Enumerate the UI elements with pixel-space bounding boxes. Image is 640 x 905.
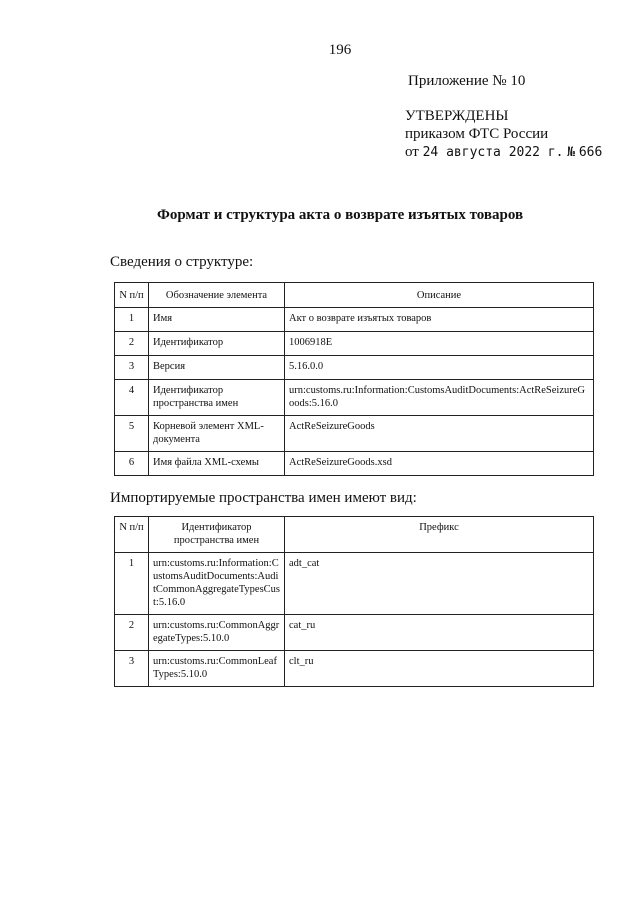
table-row <box>115 553 594 615</box>
table-row <box>115 615 594 651</box>
table-header-row <box>115 517 594 553</box>
approval-block <box>405 107 602 162</box>
table-row <box>115 356 594 380</box>
appendix-label: Приложение № 10 <box>408 73 526 89</box>
order-line: приказом ФТС России <box>405 126 549 142</box>
row-number: 6 <box>115 452 149 476</box>
row-number: 2 <box>115 332 149 356</box>
element-name: Идентификатор пространства имен <box>149 380 285 416</box>
element-name: Имя <box>149 308 285 332</box>
element-description: Акт о возврате изъятых товаров <box>285 308 594 332</box>
row-number: 3 <box>115 651 149 687</box>
namespace-prefix: adt_cat <box>285 553 594 615</box>
namespace-id: urn:customs.ru:CommonLeafTypes:5.10.0 <box>149 651 285 687</box>
row-number: 2 <box>115 615 149 651</box>
order-date: 24 августа 2022 г. <box>422 145 564 160</box>
element-description: ActReSeizureGoods.xsd <box>285 452 594 476</box>
column-header: Идентификатор пространства имен <box>149 517 285 553</box>
column-header: N п/п <box>115 283 149 308</box>
row-number: 1 <box>115 308 149 332</box>
namespace-prefix: cat_ru <box>285 615 594 651</box>
table-row <box>115 651 594 687</box>
element-name: Корневой элемент XML-документа <box>149 416 285 452</box>
approved-line: УТВЕРЖДЕНЫ <box>405 108 509 124</box>
page-number: 196 <box>328 42 352 58</box>
date-prefix: от <box>405 144 419 160</box>
row-number: 1 <box>115 553 149 615</box>
namespaces-table <box>114 516 594 687</box>
element-description: urn:customs.ru:Information:CustomsAuditDocuments:ActReSeizureGoods:5.16.0 <box>285 380 594 416</box>
table-row <box>115 380 594 416</box>
order-number: 666 <box>578 145 603 160</box>
document-title: Формат и структура акта о возврате изъятых товаров <box>156 207 524 223</box>
row-number: 3 <box>115 356 149 380</box>
table-row <box>115 416 594 452</box>
element-name: Идентификатор <box>149 332 285 356</box>
column-header: Обозначение элемента <box>149 283 285 308</box>
date-line <box>405 143 602 162</box>
structure-heading: Сведения о структуре: <box>110 254 254 270</box>
namespace-id: urn:customs.ru:CommonAggregateTypes:5.10.0 <box>149 615 285 651</box>
element-description: 1006918E <box>285 332 594 356</box>
table-row <box>115 332 594 356</box>
namespaces-heading: Импортируемые пространства имен имеют вид: <box>110 490 417 506</box>
element-name: Имя файла XML-схемы <box>149 452 285 476</box>
row-number: 5 <box>115 416 149 452</box>
structure-table <box>114 282 594 476</box>
element-description: 5.16.0.0 <box>285 356 594 380</box>
element-description: ActReSeizureGoods <box>285 416 594 452</box>
order-number-prefix: № <box>567 145 576 160</box>
table-row <box>115 452 594 476</box>
column-header: N п/п <box>115 517 149 553</box>
table-row <box>115 308 594 332</box>
namespace-id: urn:customs.ru:Information:CustomsAuditDocuments:AuditCommonAggregateTypesCust:5.16.0 <box>149 553 285 615</box>
row-number: 4 <box>115 380 149 416</box>
namespace-prefix: clt_ru <box>285 651 594 687</box>
column-header: Описание <box>285 283 594 308</box>
column-header: Префикс <box>285 517 594 553</box>
element-name: Версия <box>149 356 285 380</box>
table-header-row <box>115 283 594 308</box>
